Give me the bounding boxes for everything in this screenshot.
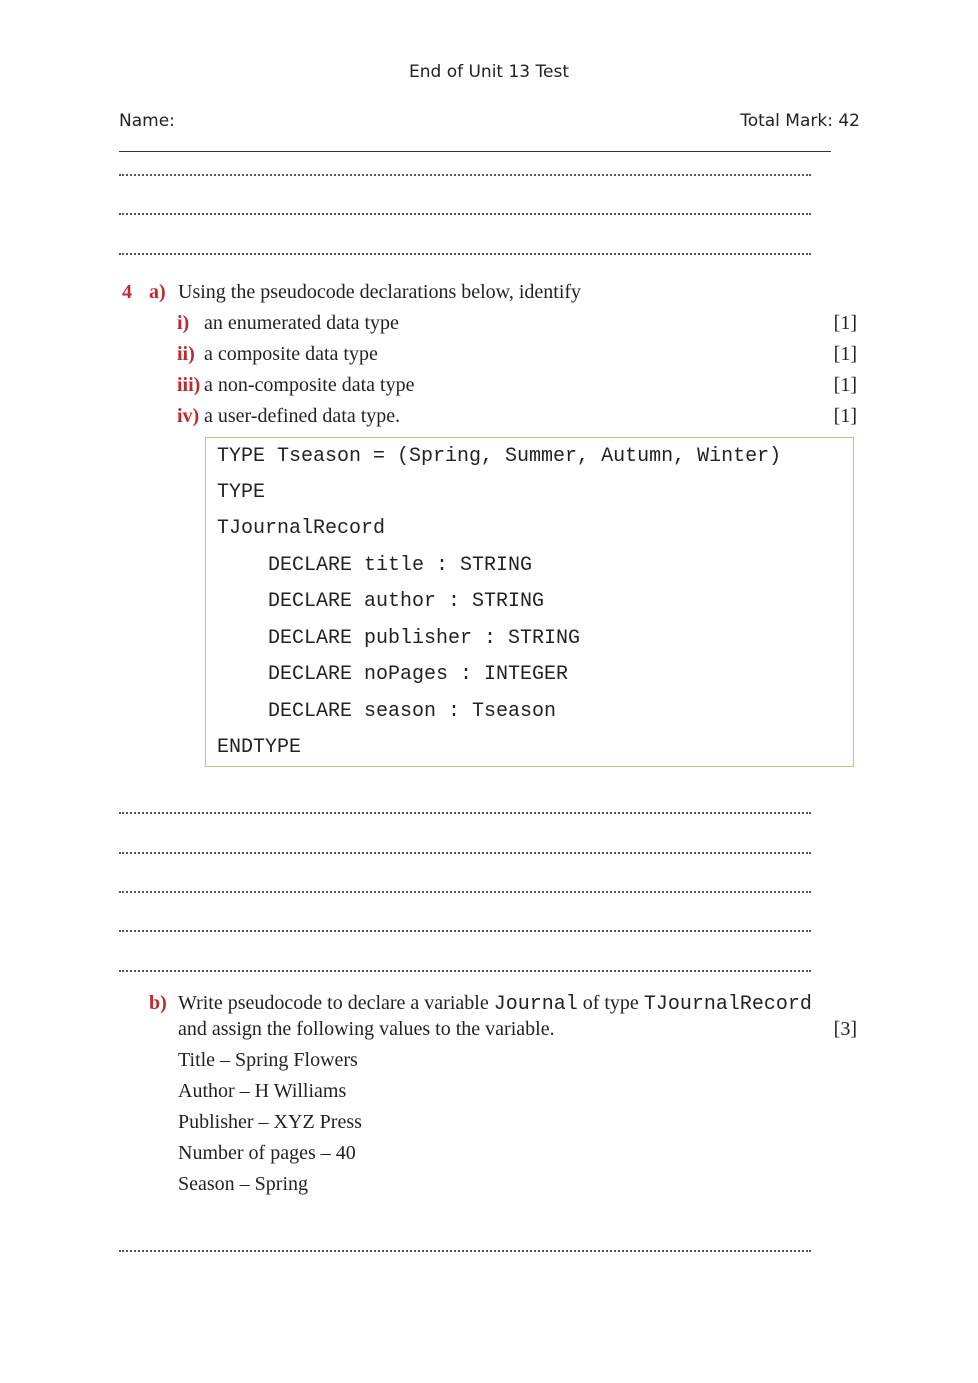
code-line: DECLARE title : STRING bbox=[268, 554, 533, 577]
code-line: DECLARE season : Tseason bbox=[268, 700, 557, 723]
value-item: Title – Spring Flowers bbox=[178, 1049, 358, 1071]
code-line: DECLARE noPages : INTEGER bbox=[268, 663, 569, 686]
value-item: Number of pages – 40 bbox=[178, 1142, 356, 1164]
value-item: Publisher – XYZ Press bbox=[178, 1111, 362, 1133]
item-mark: [1] bbox=[833, 312, 857, 334]
item-text: a user-defined data type. bbox=[204, 405, 401, 427]
header-rule bbox=[119, 151, 831, 152]
code-line: TYPE bbox=[217, 481, 266, 504]
answer-line[interactable] bbox=[119, 812, 811, 814]
answer-line[interactable] bbox=[119, 852, 811, 854]
answer-line[interactable] bbox=[119, 930, 811, 932]
item-mark: [1] bbox=[833, 374, 857, 396]
item-text: an enumerated data type bbox=[204, 312, 399, 334]
item-text: a non-composite data type bbox=[204, 374, 415, 396]
part-b-label: b) bbox=[149, 992, 167, 1014]
code-line: DECLARE publisher : STRING bbox=[268, 627, 581, 650]
page-title: End of Unit 13 Test bbox=[408, 62, 570, 82]
item-mark: [1] bbox=[833, 343, 857, 365]
answer-line[interactable] bbox=[119, 213, 811, 215]
part-b-code-2: TJournalRecord bbox=[643, 993, 812, 1016]
value-item: Author – H Williams bbox=[178, 1080, 347, 1102]
answer-line[interactable] bbox=[119, 174, 811, 176]
item-label: iii) bbox=[177, 374, 201, 396]
code-line: DECLARE author : STRING bbox=[268, 590, 545, 613]
item-label: ii) bbox=[177, 343, 195, 365]
total-mark: Total Mark: 42 bbox=[740, 111, 860, 131]
code-line: ENDTYPE bbox=[217, 736, 302, 759]
answer-line[interactable] bbox=[119, 253, 811, 255]
answer-line[interactable] bbox=[119, 891, 811, 893]
part-b-text-1: Write pseudocode to declare a variable bbox=[178, 992, 489, 1014]
part-a-label: a) bbox=[149, 281, 166, 303]
answer-line[interactable] bbox=[119, 970, 811, 972]
code-line: TJournalRecord bbox=[217, 517, 386, 540]
part-b-stem bbox=[178, 991, 812, 1017]
item-text: a composite data type bbox=[204, 343, 378, 365]
name-label: Name: bbox=[119, 111, 175, 131]
part-a-stem: Using the pseudocode declarations below, identify bbox=[178, 281, 582, 303]
part-b-text-2: of type bbox=[582, 992, 639, 1014]
question-number: 4 bbox=[122, 281, 132, 303]
part-b-line-2: and assign the following values to the variable. bbox=[178, 1018, 555, 1040]
code-line: TYPE Tseason = (Spring, Summer, Autumn, Winter) bbox=[217, 445, 782, 468]
item-label: iv) bbox=[177, 405, 200, 427]
answer-line[interactable] bbox=[119, 1250, 811, 1252]
value-item: Season – Spring bbox=[178, 1173, 308, 1195]
part-b-mark: [3] bbox=[833, 1018, 857, 1040]
item-label: i) bbox=[177, 312, 190, 334]
item-mark: [1] bbox=[833, 405, 857, 427]
part-b-code-1: Journal bbox=[493, 993, 578, 1016]
